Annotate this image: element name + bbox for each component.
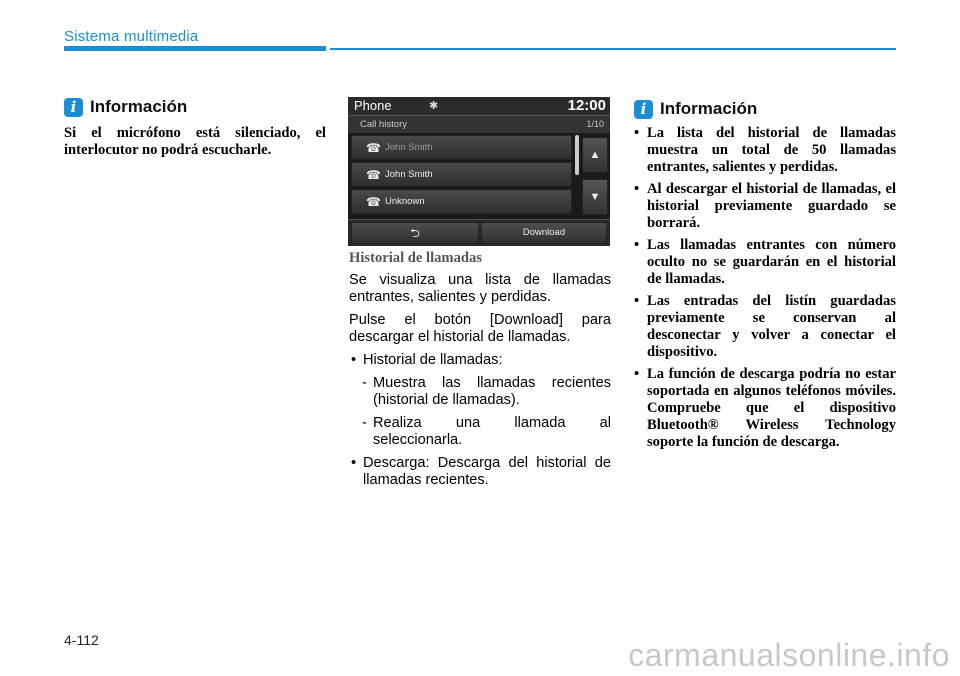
- screen-title: Phone: [354, 98, 392, 113]
- info-bullet: • La lista del historial de llamadas muestra un total de 50 llamadas entrantes, salientes y perdidas.: [634, 125, 896, 176]
- call-history-name: John Smith: [385, 142, 433, 153]
- sub-item: - Realiza una llamada al seleccionarla.: [349, 415, 611, 449]
- screen-titlebar: [348, 97, 610, 116]
- right-info-heading: [634, 99, 757, 119]
- call-history-row: [351, 162, 572, 187]
- right-info-list: [634, 125, 896, 456]
- paragraph: Pulse el botón [Download] para descargar el historial de llamadas.: [349, 312, 611, 345]
- bluetooth-icon: ✱: [429, 100, 439, 112]
- scroll-down-icon: ▼: [582, 179, 608, 215]
- call-history-row: [351, 189, 572, 214]
- bullet-item: • Historial de llamadas:: [349, 352, 611, 369]
- info-bullet: • Las entradas del listín guardadas previamente se conservan al desconectar y volver a conectar el dispositivo.: [634, 293, 896, 361]
- page-number: 4-112: [64, 632, 99, 648]
- screen-clock: 12:00: [567, 97, 606, 114]
- screen-page-indicator: 1/10: [586, 119, 604, 129]
- section-title: Sistema multimedia: [64, 28, 199, 45]
- left-info-text: Si el micrófono está silenciado, el interlocutor no podrá escucharle.: [64, 125, 326, 158]
- phone-screen-image: [348, 97, 610, 246]
- sub-item: - Muestra las llamadas recientes (historial de llamadas).: [349, 375, 611, 409]
- screen-bottom-bar: [348, 219, 610, 246]
- left-info-title: Información: [90, 97, 188, 116]
- paragraph: Se visualiza una lista de llamadas entrantes, salientes y perdidas.: [349, 272, 611, 305]
- scroll-up-icon: ▲: [582, 137, 608, 173]
- info-icon: i: [634, 100, 653, 119]
- header-rule-thick: [64, 46, 326, 51]
- call-history-row: [351, 135, 572, 160]
- call-history-name: John Smith: [385, 169, 433, 180]
- left-info-heading: [64, 97, 187, 117]
- call-history-name: Unknown: [385, 196, 425, 207]
- phone-call-icon: ☎: [366, 168, 381, 182]
- info-bullet: • La función de descarga podría no estar soportada en algunos teléfonos móviles. Compruebe que el dispositivo Bluetooth® Wireless Technology soporte la función de descarga.: [634, 366, 896, 451]
- phone-call-icon: ☎: [366, 141, 381, 155]
- right-info-title: Información: [660, 99, 758, 118]
- call-history-section: [349, 250, 611, 495]
- info-bullet: • Las llamadas entrantes con número oculto no se guardarán en el historial de llamadas.: [634, 237, 896, 288]
- screen-subheader: [348, 116, 610, 133]
- watermark: carmanualsonline.info: [628, 637, 950, 673]
- back-icon: ⮌: [351, 222, 479, 244]
- bullet-item: • Descarga: Descarga del historial de llamadas recientes.: [349, 455, 611, 489]
- section-heading: Historial de llamadas: [349, 250, 482, 266]
- screen-subtitle: Call history: [360, 119, 407, 130]
- info-icon: i: [64, 98, 83, 117]
- screen-scrollbar: [575, 135, 579, 175]
- phone-call-icon: ☎: [366, 195, 381, 209]
- download-button-label: Download: [481, 222, 607, 244]
- info-bullet: • Al descargar el historial de llamadas, el historial previamente guardado se borrará.: [634, 181, 896, 232]
- header-rule-thin: [330, 48, 896, 50]
